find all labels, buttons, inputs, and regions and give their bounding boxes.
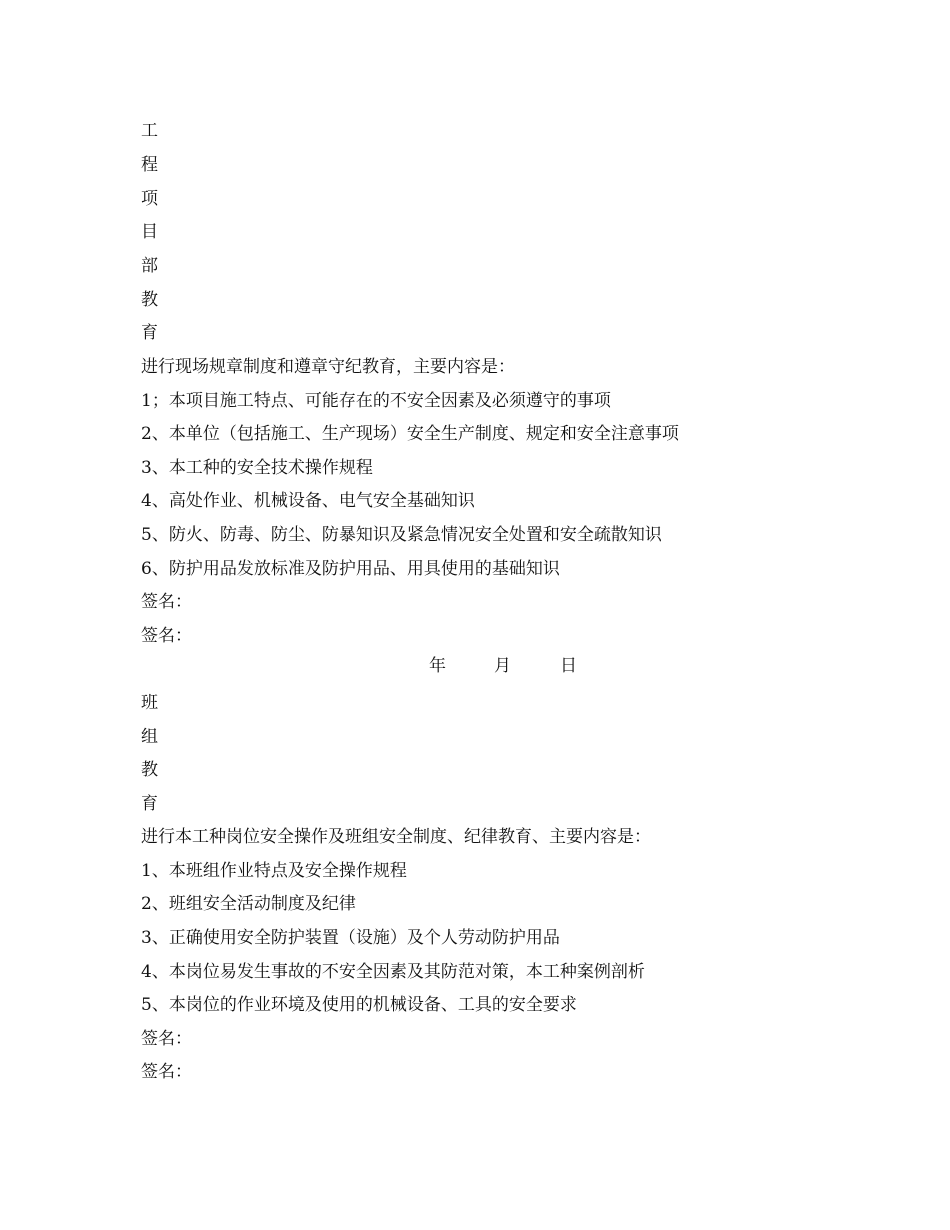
section1-title-char: 部 — [141, 256, 158, 276]
section2-intro: 进行本工种岗位安全操作及班组安全制度、纪律教育、主要内容是： — [141, 827, 651, 847]
section2-item: 3、正确使用安全防护装置（设施）及个人劳动防护用品 — [141, 928, 560, 948]
section1-title-char: 教 — [141, 290, 158, 310]
section1-title-char: 工 — [141, 121, 158, 141]
section1-item: 3、本工种的安全技术操作规程 — [141, 458, 373, 478]
section2-title-char: 教 — [141, 760, 158, 780]
section1-item: 4、高处作业、机械设备、电气安全基础知识 — [141, 491, 475, 511]
signature-label: 签名： — [141, 626, 192, 646]
section1-item: 5、防火、防毒、防尘、防暴知识及紧急情况安全处置和安全疏散知识 — [141, 525, 662, 545]
section1-item: 2、本单位（包括施工、生产现场）安全生产制度、规定和安全注意事项 — [141, 424, 679, 444]
section2-item: 2、班组安全活动制度及纪律 — [141, 894, 356, 914]
section1-item: 6、防护用品发放标准及防护用品、用具使用的基础知识 — [141, 559, 560, 579]
section1-title-char: 项 — [141, 189, 158, 209]
section1-title-char: 育 — [141, 323, 158, 343]
section2-item: 4、本岗位易发生事故的不安全因素及其防范对策，本工种案例剖析 — [141, 962, 645, 982]
section2-title-char: 育 — [141, 794, 158, 814]
date-year-label: 年 — [429, 656, 446, 676]
section2-item: 5、本岗位的作业环境及使用的机械设备、工具的安全要求 — [141, 995, 577, 1015]
section1-item: 1；本项目施工特点、可能存在的不安全因素及必须遵守的事项 — [141, 391, 611, 411]
section1-title-char: 程 — [141, 155, 158, 175]
date-month-label: 月 — [494, 656, 511, 676]
section2-title-char: 班 — [141, 693, 158, 713]
section1-intro: 进行现场规章制度和遵章守纪教育，主要内容是： — [141, 357, 515, 377]
section1-title-char: 目 — [141, 222, 158, 242]
section2-item: 1、本班组作业特点及安全操作规程 — [141, 861, 407, 881]
signature-label: 签名： — [141, 592, 192, 612]
section2-title-char: 组 — [141, 727, 158, 747]
date-day-label: 日 — [560, 656, 577, 676]
signature-label: 签名： — [141, 1062, 192, 1082]
signature-label: 签名： — [141, 1029, 192, 1049]
date-line — [0, 656, 950, 678]
